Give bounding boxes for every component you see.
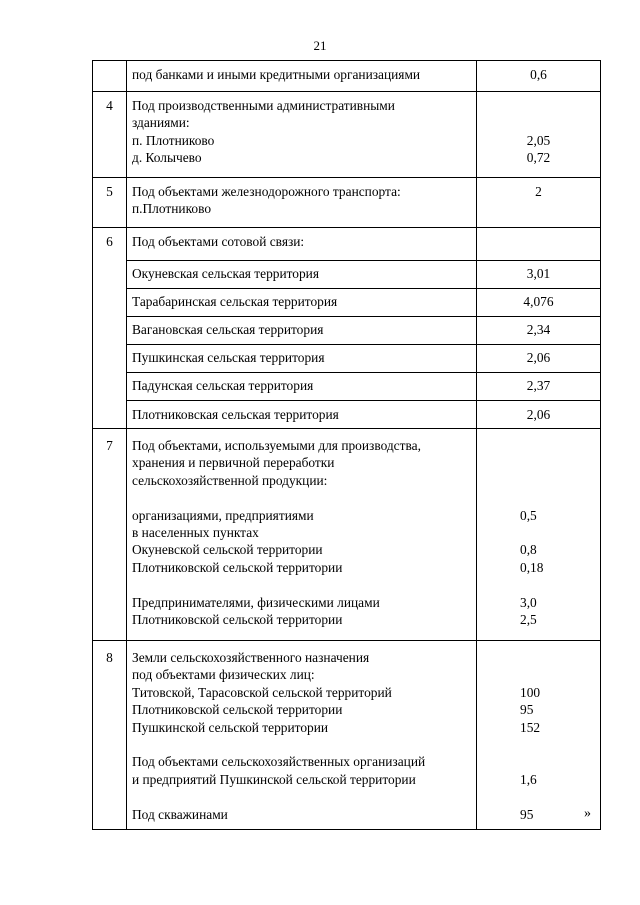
- row-text-line: организациями, предприятиями: [132, 507, 314, 523]
- row-text-line: Под объектами сельскохозяйственных организаций: [132, 754, 426, 770]
- table-row: [93, 92, 601, 178]
- territory-value: 2,37: [477, 372, 601, 400]
- table-row: [93, 228, 601, 261]
- table-row: [93, 316, 601, 344]
- row-text-line: зданиями:: [132, 115, 190, 131]
- row-value: 2: [477, 178, 601, 228]
- row-number: 8: [93, 641, 127, 830]
- row-text-line: Плотниковской сельской территории: [132, 702, 343, 718]
- page-number: 21: [313, 38, 327, 53]
- row-value: 152: [520, 719, 541, 735]
- row-value: 0,8: [520, 542, 537, 558]
- row-value: 0,72: [526, 150, 551, 166]
- row-text-line: д. Колычево: [132, 150, 202, 166]
- table-row: [93, 260, 601, 288]
- table-row: [93, 400, 601, 429]
- territory-value: 2,34: [477, 316, 601, 344]
- closing-quote: »: [584, 806, 591, 821]
- row-text-line: Пушкинской сельской территории: [132, 719, 329, 735]
- table-row: [93, 61, 601, 92]
- row-text-line: Плотниковской сельской территории: [132, 559, 343, 575]
- row-number: 7: [93, 429, 127, 641]
- row-value: 0,5: [520, 507, 537, 523]
- table-row: [93, 344, 601, 372]
- row-text-line: Под объектами железнодорожного транспорта:: [132, 184, 401, 199]
- row-text-line: Под объектами, используемыми для производства,: [132, 438, 421, 453]
- row-text-line: хранения и первичной переработки: [132, 455, 335, 471]
- territory-name: Плотниковская сельская территория: [127, 400, 477, 429]
- row-text-line: и предприятий Пушкинской сельской территории: [132, 771, 416, 787]
- row-number: [93, 61, 127, 92]
- row-text-line: в населенных пунктах: [132, 525, 259, 541]
- table-row: [93, 288, 601, 316]
- row-value: 100: [520, 684, 541, 700]
- row-text-line: п.Плотниково: [132, 201, 212, 217]
- row-number: 5: [93, 178, 127, 228]
- table-row: [93, 641, 601, 830]
- row-text-line: Под производственными административными: [132, 98, 395, 113]
- row-description: Под объектами сотовой связи:: [127, 228, 477, 261]
- row-text-line: п. Плотниково: [132, 132, 215, 148]
- territory-value: 4,076: [477, 288, 601, 316]
- row-text-line: под объектами физических лиц:: [132, 667, 315, 683]
- row-number: 4: [93, 92, 127, 178]
- territory-name: Пушкинская сельская территория: [127, 344, 477, 372]
- row-value: 3,0: [520, 594, 537, 610]
- row-description: под банками и иными кредитными организациями: [127, 61, 477, 92]
- row-text-line: Титовской, Тарасовской сельской территорий: [132, 684, 392, 700]
- row-text-line: Под скважинами: [132, 806, 228, 822]
- row-text-line: Земли сельскохозяйственного назначения: [132, 650, 370, 665]
- territory-name: Окуневская сельская территория: [127, 260, 477, 288]
- row-value: 95: [520, 702, 534, 718]
- row-value: 1,6: [520, 771, 537, 787]
- territory-name: Падунская сельская территория: [127, 372, 477, 400]
- table-row: [93, 178, 601, 228]
- table-row: [93, 372, 601, 400]
- rates-table: [92, 60, 601, 830]
- row-text-line: сельскохозяйственной продукции:: [132, 472, 328, 488]
- row-text-line: Окуневской сельской территории: [132, 542, 323, 558]
- territory-name: Вагановская сельская территория: [127, 316, 477, 344]
- table-row: [93, 429, 601, 641]
- row-value: 2,05: [526, 132, 551, 148]
- territory-name: Тарабаринская сельская территория: [127, 288, 477, 316]
- row-value: 2,5: [520, 611, 537, 627]
- row-value: 95: [520, 806, 534, 822]
- territory-value: 2,06: [477, 400, 601, 429]
- territory-value: 3,01: [477, 260, 601, 288]
- row-value: 0,18: [520, 559, 544, 575]
- territory-value: 2,06: [477, 344, 601, 372]
- row-value: 0,6: [477, 61, 601, 92]
- row-number: 6: [93, 228, 127, 261]
- row-text-line: Предпринимателями, физическими лицами: [132, 594, 380, 610]
- row-text-line: Плотниковской сельской территории: [132, 612, 343, 628]
